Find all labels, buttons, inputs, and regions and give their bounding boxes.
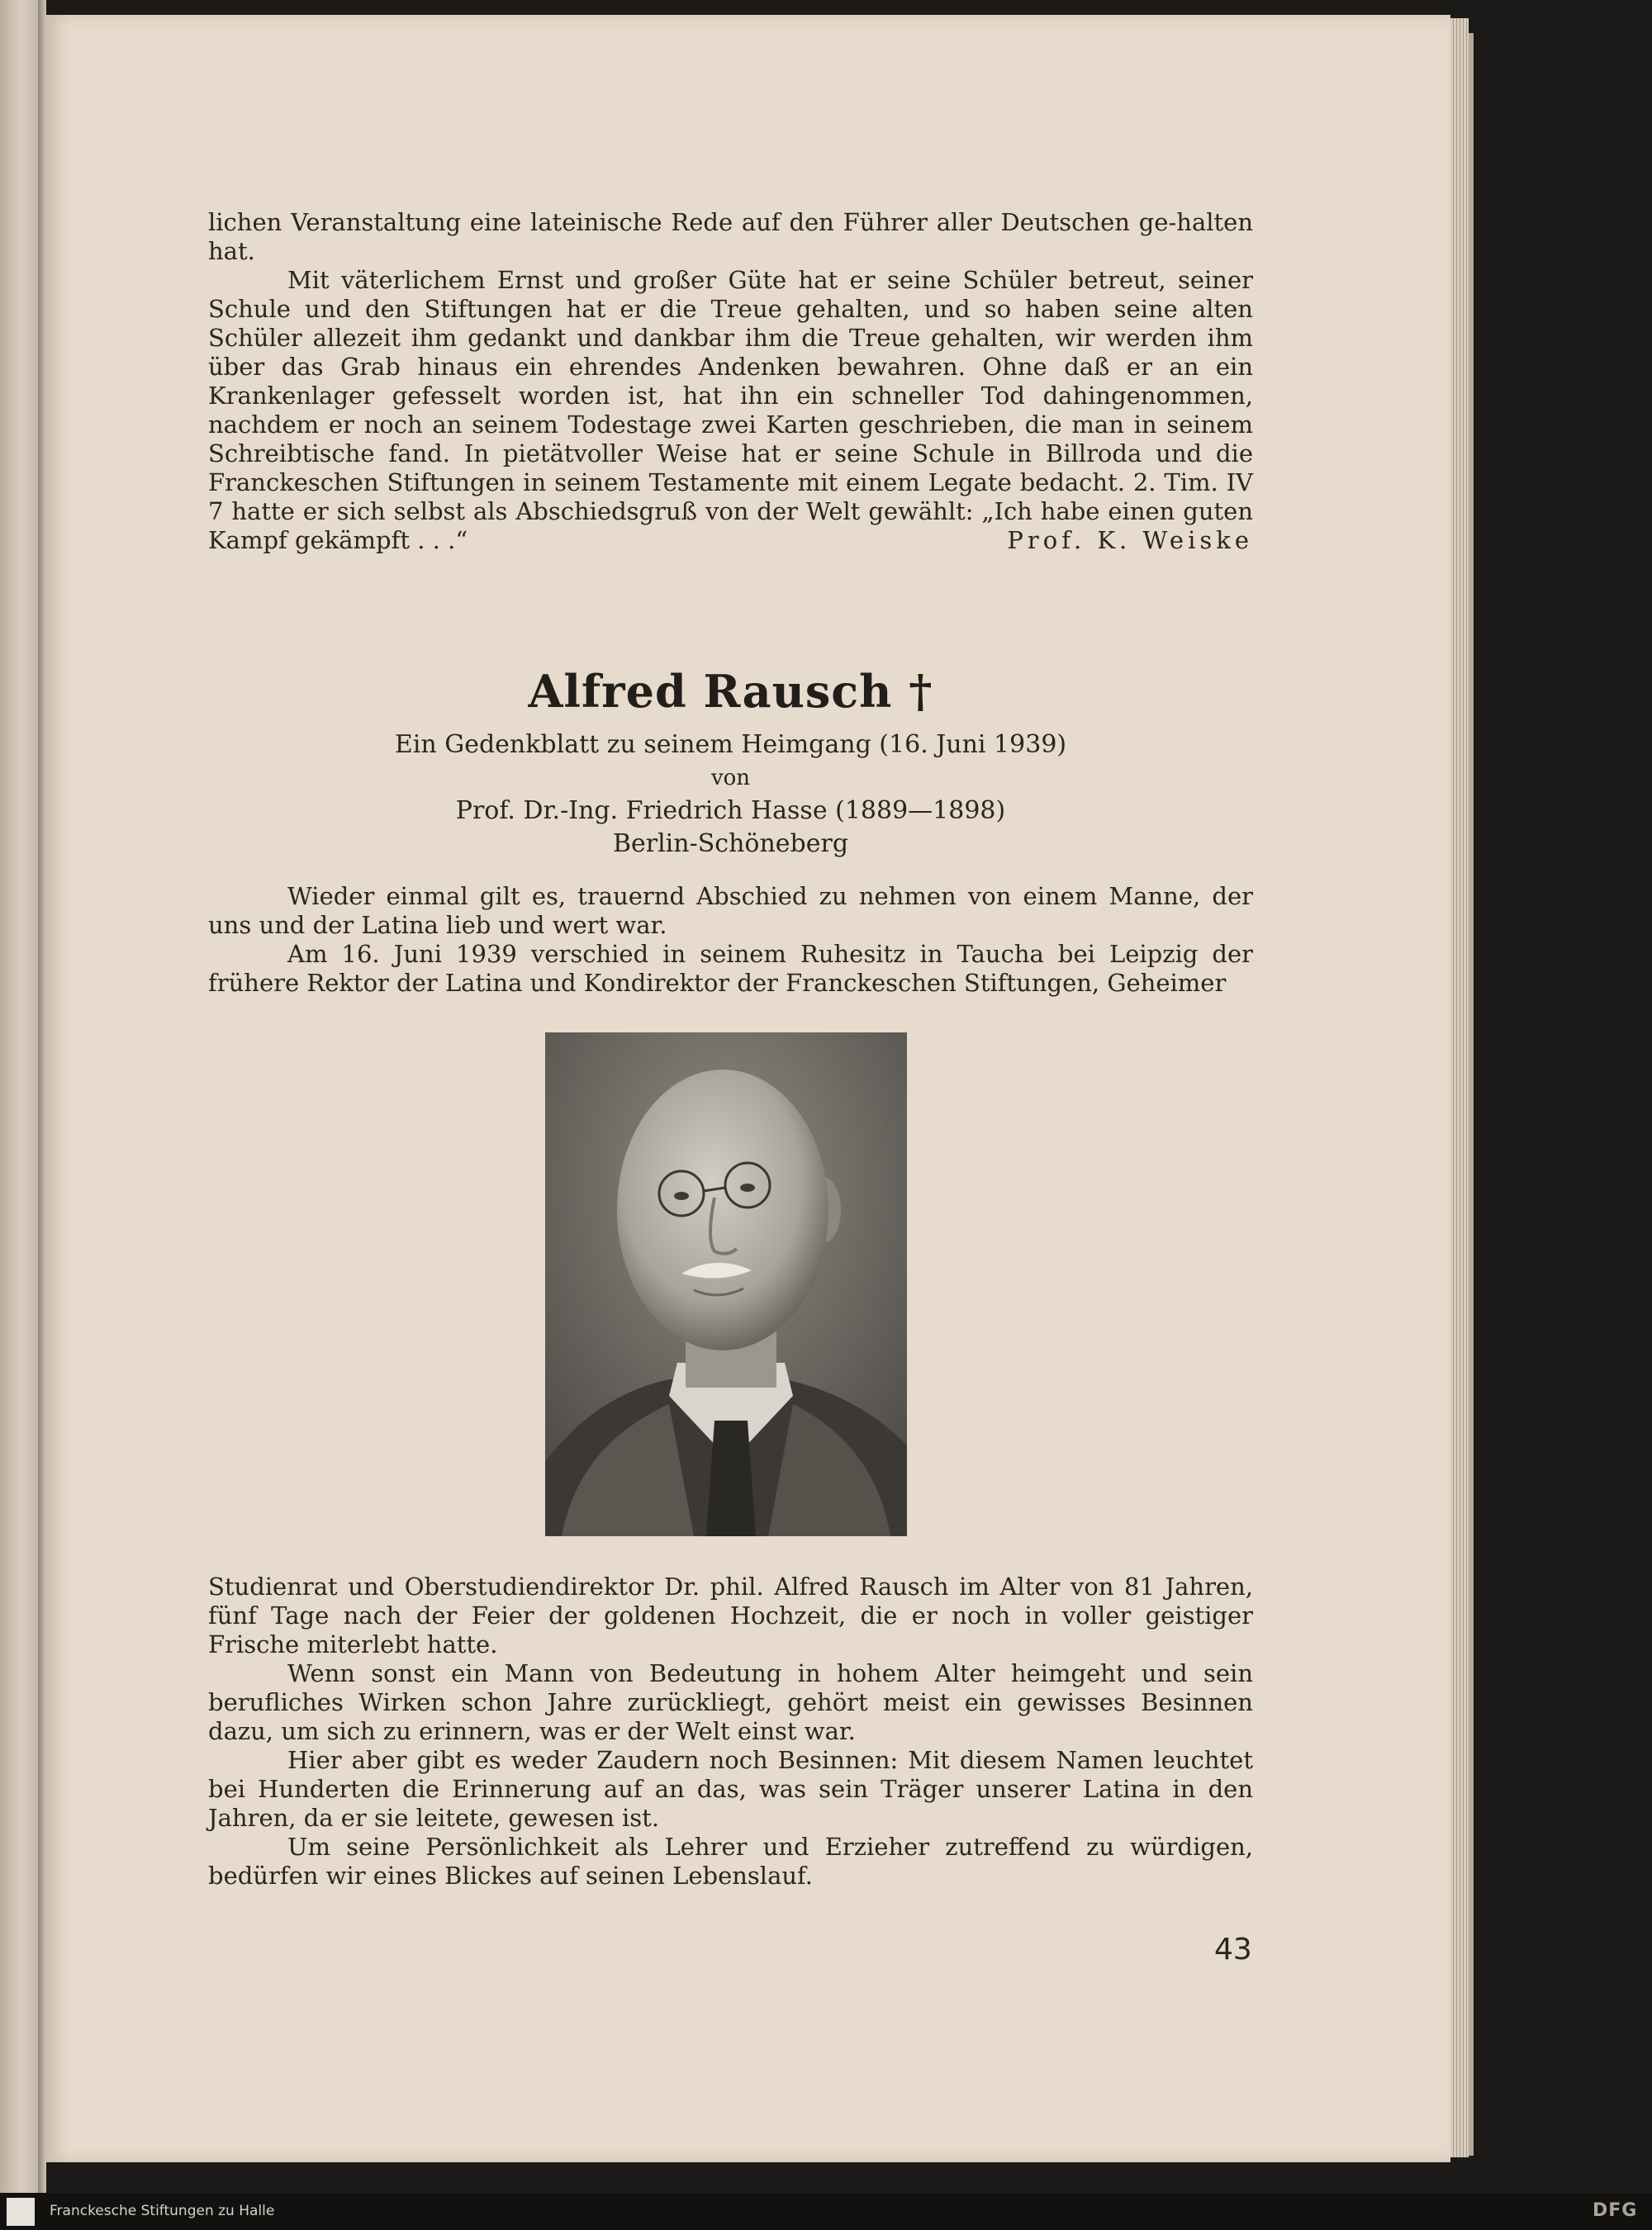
- portrait-photo: [545, 1032, 907, 1536]
- top-paragraph-2: Mit väterlichem Ernst und großer Güte hat er seine Schüler betreut, seiner Schule und den Stiftungen hat er die Treue gehalten, und so haben seine alten Schüler allezeit ihm gedankt und dankbar ihm die Treue gehalten, wir werden ihm über das Grab hinaus ein ehrendes Andenken bewahren. Ohne daß er an ein Krankenlager gefesselt worden ist, hat ihn ein schneller Tod dahingenommen, nachdem er noch an seinem Todestage zwei Karten geschrieben, die man in seinem Schreibtische fand. In pietätvoller Weise hat er seine Schule in Billroda und die Franckeschen Stiftungen in seinem Testamente mit einem Legate bedacht. 2. Tim. IV 7 hatte er sich selbst als Abschiedsgruß von der Welt gewählt: „Ich habe einen guten Kampf gekämpft . . .“ Prof. K. Weiske: [208, 266, 1253, 554]
- obituary-paragraph-3: Studienrat und Oberstudiendirektor Dr. phil. Alfred Rausch im Alter von 81 Jahren, fünf Tage nach der Feier der goldenen Hochzeit, die er noch in voller geistiger Frische miterlebt hatte.: [208, 1573, 1253, 1658]
- obituary-body: [208, 1573, 1253, 1891]
- obituary-intro: [208, 882, 1253, 998]
- obituary-paragraph-2: Am 16. Juni 1939 verschied in seinem Ruhesitz in Taucha bei Leipzig der frühere Rektor der Latina und Kondirektor der Franckeschen Stiftungen, Geheimer: [208, 940, 1253, 997]
- subtitle-line-1: Ein Gedenkblatt zu seinem Heimgang (16. Juni 1939): [394, 730, 1067, 759]
- institution-name: Franckesche Stiftungen zu Halle: [50, 2203, 275, 2219]
- subtitle-author: Prof. Dr.-Ing. Friedrich Hasse (1889—1898): [455, 796, 1006, 825]
- subtitle-location: Berlin-Schöneberg: [612, 829, 849, 858]
- subtitle-line-2: von: [710, 766, 751, 790]
- signature: Prof. K. Weiske: [1007, 526, 1253, 554]
- dfg-logo: DFG: [1593, 2200, 1638, 2221]
- obituary-subtitle: [208, 728, 1253, 861]
- top-article: [208, 208, 1253, 555]
- obituary-paragraph-4: Wenn sonst ein Mann von Bedeutung in hohem Alter heimgeht und sein berufliches Wirken schon Jahre zurückliegt, gehört meist ein gewisses Besinnen dazu, um sich zu erinnern, was er der Welt einst war.: [208, 1659, 1253, 1745]
- left-page-edge: [0, 0, 38, 2193]
- obituary-paragraph-1: Wieder einmal gilt es, trauernd Abschied zu nehmen von einem Manne, der uns und der Latina lieb und wert war.: [208, 882, 1253, 939]
- viewer-footer: [0, 2193, 1652, 2230]
- page-edges: [1450, 18, 1469, 2157]
- institution-logo-icon: [7, 2198, 35, 2226]
- page-edges-shadow: [1469, 33, 1474, 2156]
- portrait-illustration: [545, 1032, 907, 1536]
- obituary-title: Alfred Rausch †: [528, 665, 933, 718]
- obituary-paragraph-6: Um seine Persönlichkeit als Lehrer und Erzieher zutreffend zu würdigen, bedürfen wir eines Blickes auf seinen Lebenslauf.: [208, 1833, 1253, 1890]
- obituary-paragraph-5: Hier aber gibt es weder Zaudern noch Besinnen: Mit diesem Namen leuchtet bei Hunderten die Erinnerung auf an das, was sein Träger unserer Latina in den Jahren, da er sie leitete, gewesen ist.: [208, 1746, 1253, 1832]
- book-gutter: [38, 0, 46, 2193]
- page-number: 43: [1214, 1933, 1252, 1967]
- top-paragraph-1: lichen Veranstaltung eine lateinische Rede auf den Führer aller Deutschen ge-halten hat.: [208, 208, 1253, 265]
